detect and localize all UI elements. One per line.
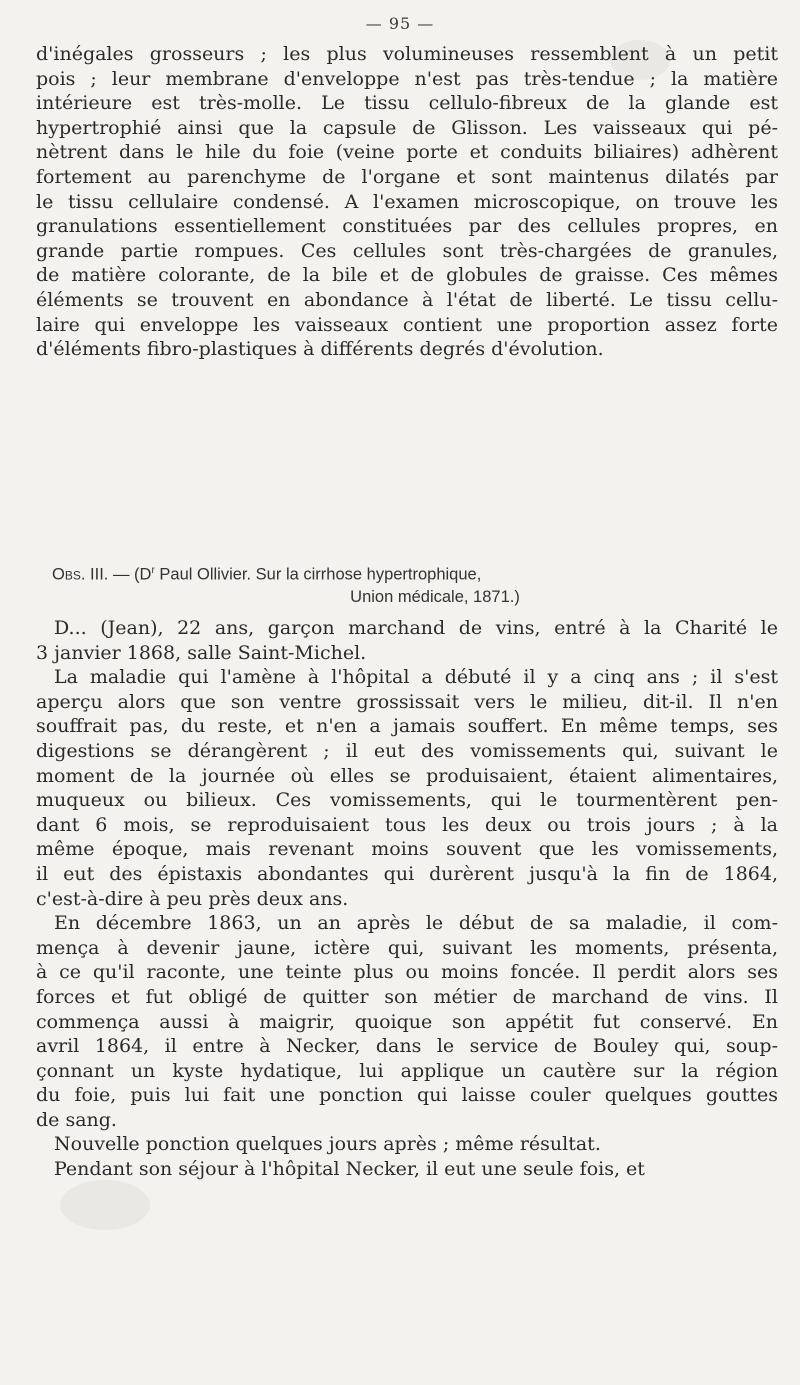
text-line: çonnant un kyste hydatique, lui applique un cautère sur la région — [36, 1059, 778, 1082]
text-line: D... (Jean), 22 ans, garçon marchand de vins, entré à la Charité le — [54, 617, 778, 639]
page-number: — 95 — — [365, 14, 435, 33]
text-line: intérieure est très-molle. Le tissu cellulo-fibreux de la glande est — [36, 92, 778, 115]
text-line: 3 janvier 1868, salle Saint-Michel. — [36, 641, 367, 664]
text-line: hypertrophié ainsi que la capsule de Glisson. Les vaisseaux qui pé- — [36, 116, 778, 139]
observation-label: Obs. — [52, 565, 86, 584]
text-line: forces et fut obligé de quitter son métier de marchand de vins. Il — [36, 985, 778, 1008]
text-line: de matière colorante, de la bile et de globules de graisse. Ces mêmes — [36, 264, 778, 287]
author-title-sup: r — [151, 565, 155, 576]
text-line: à ce qu'il raconte, une teinte plus ou moins foncée. Il perdit alors ses — [36, 961, 778, 984]
text-line: pois ; leur membrane d'enveloppe n'est pas très-tendue ; la matière — [36, 67, 778, 90]
author-prefix: (D — [134, 565, 152, 584]
text-line: fortement au parenchyme de l'organe et sont maintenus dilatés par — [36, 165, 778, 188]
text-line: aperçu alors que son ventre grossissait vers le milieu, dit-il. Il n'en — [36, 690, 778, 713]
case-body — [36, 616, 778, 1182]
text-line: il eut des épistaxis abondantes qui durèrent jusqu'à la fin de 1864, — [36, 862, 778, 885]
observation-number: III. — — [90, 565, 130, 584]
text-line: le tissu cellulaire condensé. A l'examen microscopique, on trouve les — [36, 190, 778, 213]
text-line: de sang. — [36, 1108, 117, 1131]
text-line: du foie, puis lui fait une ponction qui laisse couler quelques gouttes — [36, 1084, 778, 1107]
observation-header — [0, 560, 800, 608]
text-line: mença à devenir jaune, ictère qui, suivant les moments, présenta, — [36, 936, 778, 959]
text-line: En décembre 1863, un an après le début de sa maladie, il com- — [54, 912, 778, 935]
text-line: c'est-à-dire à peu près deux ans. — [36, 887, 349, 910]
text-line: granulations essentiellement constituées par des cellules propres, en — [36, 215, 778, 238]
text-line: laire qui enveloppe les vaisseaux contient une proportion assez forte — [36, 313, 778, 336]
continuation-paragraph — [36, 42, 778, 362]
text-line: d'éléments fibro-plastiques à différents degrés d'évolution. — [36, 338, 604, 361]
text-line: d'inégales grosseurs ; les plus volumineuses ressemblent à un petit — [36, 43, 778, 65]
text-line: commença aussi à maigrir, quoique son appétit fut conservé. En — [36, 1010, 778, 1033]
text-line: grande partie rompues. Ces cellules sont très-chargées de granules, — [36, 239, 778, 262]
text-line: même époque, mais revenant moins souvent que les vomissements, — [36, 838, 778, 861]
text-line: Nouvelle ponction quelques jours après ; même résultat. — [54, 1133, 601, 1156]
observation-citation-line — [0, 560, 800, 586]
text-line: avril 1864, il entre à Necker, dans le service de Bouley qui, soup- — [36, 1035, 778, 1058]
observation-source: Union médicale, 1871.) — [350, 587, 520, 606]
text-line: Pendant son séjour à l'hôpital Necker, il eut une seule fois, et — [54, 1158, 645, 1181]
text-line: moment de la journée où elles se produisaient, étaient alimentaires, — [36, 764, 778, 787]
text-line: muqueux ou bilieux. Ces vomissements, qui le tourmentèrent pen- — [36, 789, 778, 812]
text-line: souffrait pas, du reste, et n'en a jamais souffert. En même temps, ses — [36, 715, 778, 738]
text-line: nètrent dans le hile du foie (veine porte et conduits biliaires) adhèrent — [36, 141, 778, 164]
text-line: éléments se trouvent en abondance à l'état de liberté. Le tissu cellu- — [36, 288, 778, 311]
text-line: La maladie qui l'amène à l'hôpital a débuté il y a cinq ans ; il s'est — [54, 666, 778, 689]
author-citation: Paul Ollivier. Sur la cirrhose hypertrophique, — [154, 565, 482, 584]
text-line: dant 6 mois, se reproduisaient tous les deux ou trois jours ; à la — [36, 813, 778, 836]
paper-stain — [60, 1180, 150, 1230]
text-line: digestions se dérangèrent ; il eut des vomissements qui, suivant le — [36, 739, 778, 762]
